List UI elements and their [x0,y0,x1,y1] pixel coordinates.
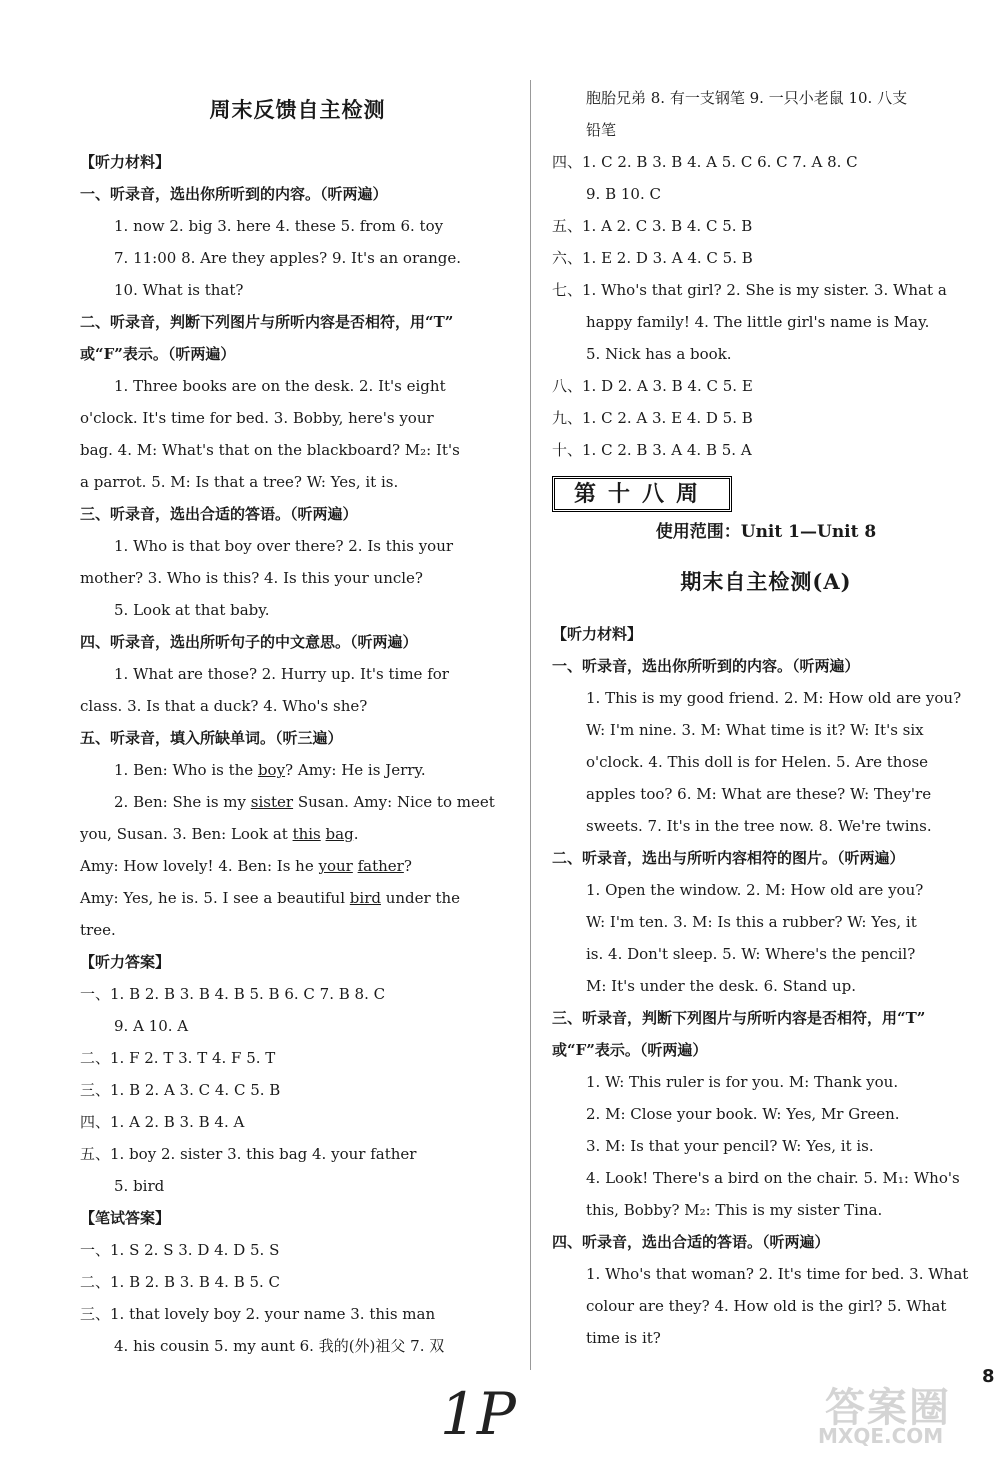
right-line: 四、1. C 2. B 3. B 4. A 5. C 6. C 7. A 8. C [552,153,858,171]
left-answer-line: 二、1. F 2. T 3. T 4. F 5. T [80,1049,276,1067]
right-final-line: 3. M: Is that your pencil? W: Yes, it is. [586,1137,874,1155]
final-test-title: 期末自主检测(A) [680,569,852,594]
text-fragment: ? [403,857,412,875]
left-answer-line: 【听力答案】 [80,953,171,971]
right-final-line: time is it? [586,1329,661,1347]
left-fill-line [80,760,426,780]
left-line: 五、听录音，填入所缺单词。（听三遍） [80,729,343,747]
text-fragment: ? Amy: He is Jerry. [285,761,426,779]
left-line: 1. What are those? 2. Hurry up. It's time for [114,665,449,683]
left-answer-line: 三、1. that lovely boy 2. your name 3. this man [80,1305,436,1323]
right-line: 六、1. E 2. D 3. A 4. C 5. B [552,249,753,267]
left-fill-line [80,920,116,940]
answer-blank: your [318,857,353,875]
right-line: 九、1. C 2. A 3. E 4. D 5. B [552,409,753,427]
left-fill-line [80,888,460,908]
page-number: 8 [982,1366,995,1387]
watermark-logo: 答案圈 [825,1385,951,1431]
left-fill-line [80,824,358,844]
right-line: 七、1. Who's that girl? 2. She is my sister. 3. What a [552,281,947,299]
right-line: 十、1. C 2. B 3. A 4. B 5. A [552,441,752,459]
text-fragment: Amy: How lovely! 4. Ben: Is he [80,857,319,875]
left-line: 10. What is that? [114,281,244,299]
right-final-line: 4. Look! There's a bird on the chair. 5. M₁: Who's [586,1169,960,1187]
right-line: 9. B 10. C [586,185,661,203]
text-fragment: under the [380,889,461,907]
left-answer-line: 二、1. B 2. B 3. B 4. B 5. C [80,1273,281,1291]
left-line: 【听力材料】 [80,153,171,171]
left-answer-line: 4. his cousin 5. my aunt 6. 我的(外)祖父 7. 双 [114,1337,445,1355]
left-answer-line: 三、1. B 2. A 3. C 4. C 5. B [80,1081,281,1099]
left-line: 或“F”表示。（听两遍） [80,345,236,363]
right-final-line: 1. Who's that woman? 2. It's time for bed. 3. What [586,1265,969,1283]
answer-blank: this [292,825,321,843]
left-answer-line: 【笔试答案】 [80,1209,171,1227]
left-answer-line: 四、1. A 2. B 3. B 4. A [80,1113,245,1131]
right-final-line: sweets. 7. It's in the tree now. 8. We're twins. [586,817,932,835]
left-answer-line: 一、1. S 2. S 3. D 4. D 5. S [80,1241,280,1259]
right-final-line: 或“F”表示。（听两遍） [552,1041,708,1059]
text-fragment: . [353,825,359,843]
left-fill-line [80,856,412,876]
left-line: o'clock. It's time for bed. 3. Bobby, here's your [80,409,434,427]
text-fragment: you, Susan. 3. Ben: Look at [80,825,293,843]
right-final-line: 一、听录音，选出你所听到的内容。（听两遍） [552,657,860,675]
column-divider [530,80,531,1370]
text-fragment: 1. Ben: Who is the [114,761,258,779]
text-fragment: Amy: Yes, he is. 5. I see a beautiful [80,889,350,907]
answer-blank: sister [250,793,294,811]
left-line: 1. Three books are on the desk. 2. It's eight [114,377,446,395]
left-line: 1. now 2. big 3. here 4. these 5. from 6. toy [114,217,444,235]
left-line: class. 3. Is that a duck? 4. Who's she? [80,697,368,715]
left-fill-line [80,792,495,812]
right-line: 铅笔 [586,121,617,139]
left-answer-line: 9. A 10. A [114,1017,189,1035]
watermark-url: MXQE.COM [818,1424,944,1448]
week-label-box: 第十八周 [552,476,732,512]
right-line: 八、1. D 2. A 3. B 4. C 5. E [552,377,753,395]
right-final-line: o'clock. 4. This doll is for Helen. 5. Are those [586,753,929,771]
left-line: 四、听录音，选出所听句子的中文意思。（听两遍） [80,633,418,651]
right-final-line: 1. Open the window. 2. M: How old are you? [586,881,924,899]
usage-range: 使用范围：Unit 1—Unit 8 [655,522,877,542]
handwritten-mark: 1P [440,1380,516,1448]
right-line: 5. Nick has a book. [586,345,732,363]
left-line: a parrot. 5. M: Is that a tree? W: Yes, it is. [80,473,399,491]
right-final-line: this, Bobby? M₂: This is my sister Tina. [586,1201,883,1219]
text-fragment: Susan. Amy: Nice to meet [293,793,495,811]
left-line: mother? 3. Who is this? 4. Is this your uncle? [80,569,423,587]
left-line: 7. 11:00 8. Are they apples? 9. It's an orange. [114,249,461,267]
right-line: 五、1. A 2. C 3. B 4. C 5. B [552,217,753,235]
right-final-line: colour are they? 4. How old is the girl? 5. What [586,1297,947,1315]
right-line: happy family! 4. The little girl's name is May. [586,313,930,331]
left-answer-line: 五、1. boy 2. sister 3. this bag 4. your father [80,1145,417,1163]
right-final-line: 1. This is my good friend. 2. M: How old are you? [586,689,962,707]
right-final-line: 四、听录音，选出合适的答语。（听两遍） [552,1233,830,1251]
text-fragment: tree. [80,921,116,939]
right-final-line: 二、听录音，选出与所听内容相符的图片。（听两遍） [552,849,905,867]
text-fragment: 2. Ben: She is my [114,793,251,811]
left-line: 5. Look at that baby. [114,601,270,619]
left-line: 1. Who is that boy over there? 2. Is this your [114,537,454,555]
left-line: 三、听录音，选出合适的答语。（听两遍） [80,505,358,523]
right-final-line: 2. M: Close your book. W: Yes, Mr Green. [586,1105,900,1123]
answer-blank: boy [257,761,286,779]
right-final-line: apples too? 6. M: What are these? W: They're [586,785,932,803]
right-final-line: 【听力材料】 [552,625,643,643]
left-answer-line: 一、1. B 2. B 3. B 4. B 5. B 6. C 7. B 8. C [80,985,386,1003]
left-line: 一、听录音，选出你所听到的内容。（听两遍） [80,185,388,203]
right-final-line: 三、听录音，判断下列图片与所听内容是否相符，用“T” [552,1009,926,1027]
right-final-line: W: I'm nine. 3. M: What time is it? W: It's six [586,721,924,739]
right-final-line: M: It's under the desk. 6. Stand up. [586,977,856,995]
answer-blank: bag [325,825,354,843]
right-final-line: W: I'm ten. 3. M: Is this a rubber? W: Yes, it [586,913,917,931]
answer-blank: bird [349,889,381,907]
left-line: bag. 4. M: What's that on the blackboard? M₂: It's [80,441,460,459]
right-line: 胞胎兄弟 8. 有一支钢笔 9. 一只小老鼠 10. 八支 [586,89,908,107]
section-title-weekend: 周末反馈自主检测 [209,97,386,122]
right-final-line: is. 4. Don't sleep. 5. W: Where's the pencil? [586,945,916,963]
left-line: 二、听录音，判断下列图片与所听内容是否相符，用“T” [80,313,454,331]
answer-blank: father [357,857,404,875]
left-answer-line: 5. bird [114,1177,165,1195]
right-final-line: 1. W: This ruler is for you. M: Thank you. [586,1073,899,1091]
